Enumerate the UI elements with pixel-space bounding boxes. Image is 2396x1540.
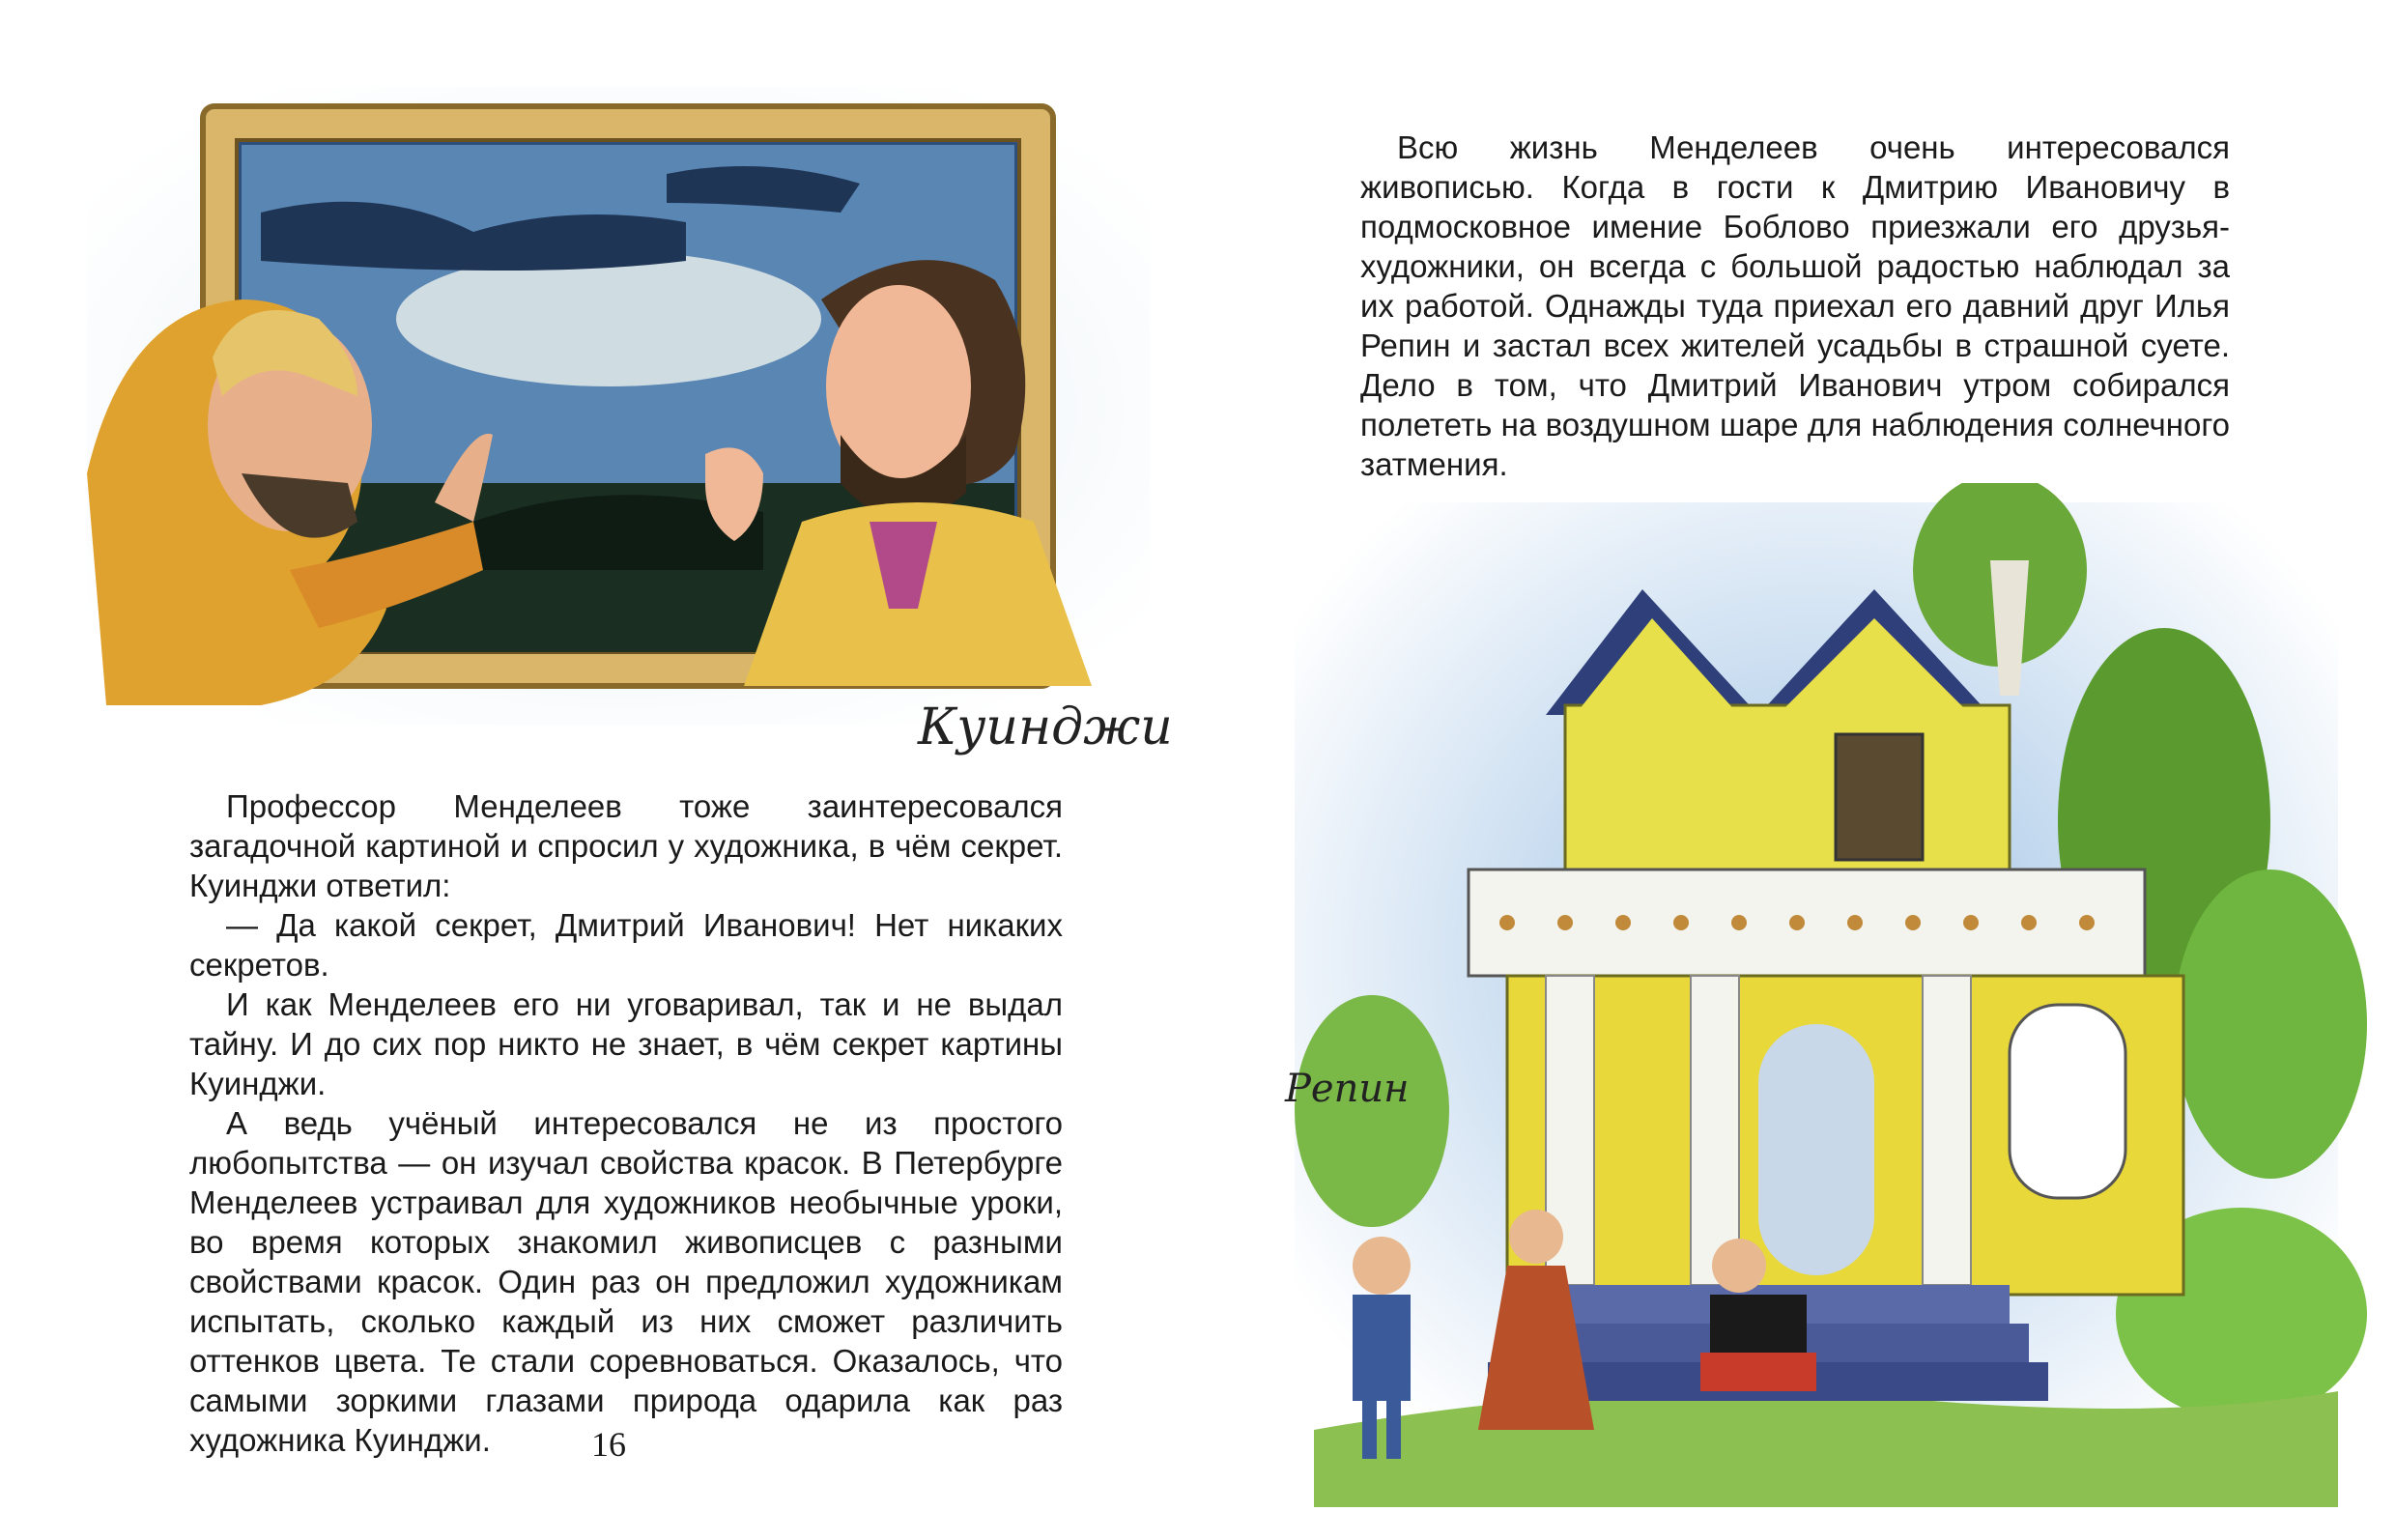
right-page-text bbox=[1360, 128, 2230, 484]
paragraph: И как Менделеев его ни уговаривал, так и не выдал тайну. И до сих пор никто не знает, в чём секрет картины Куинджи. bbox=[189, 986, 1063, 1101]
estate-house-illustration bbox=[1256, 483, 2377, 1526]
paragraph: Профессор Менделеев тоже заинтересовался загадочной картиной и спросил у художника, в чём секрет. Куинджи ответил: bbox=[189, 788, 1063, 903]
illustration-signature: Куинджи bbox=[918, 699, 1173, 756]
paragraph: А ведь учёный интересовался не из простого любопытства — он изучал свойства красок. В Петербурге Менделеев устраивал для художников необычные уроки, во время которых знакомил живописцев с разными свойствами красок. Один раз он предложил художникам испытать, сколько каждый из них сможет различить оттенков цвета. Те стали соревноваться. Оказалось, что самыми зоркими глазами природа одарила как раз художника Куинджи. bbox=[189, 1105, 1063, 1458]
right-page bbox=[1198, 0, 2396, 1540]
page-number: 16 bbox=[591, 1425, 626, 1464]
left-page-text bbox=[189, 786, 1063, 1460]
kuindzhi-illustration bbox=[68, 68, 1179, 763]
paragraph: Всю жизнь Менделеев очень интересовался живописью. Когда в гости к Дмитрию Ивановичу в подмосковное имение Боблово приезжали его друзья-художники, он всегда с большой радостью наблюдал за их работой. Однажды туда приехал его давний друг Илья Репин и застал всех жителей усадьбы в страшной суете. Дело в том, что Дмитрий Иванович утром собирался полететь на воздушном шаре для наблюдения солнечного затмения. bbox=[1360, 129, 2230, 482]
illustration-signature: Репин bbox=[1285, 1067, 1410, 1111]
paragraph: — Да какой секрет, Дмитрий Иванович! Нет никаких секретов. bbox=[189, 907, 1063, 983]
